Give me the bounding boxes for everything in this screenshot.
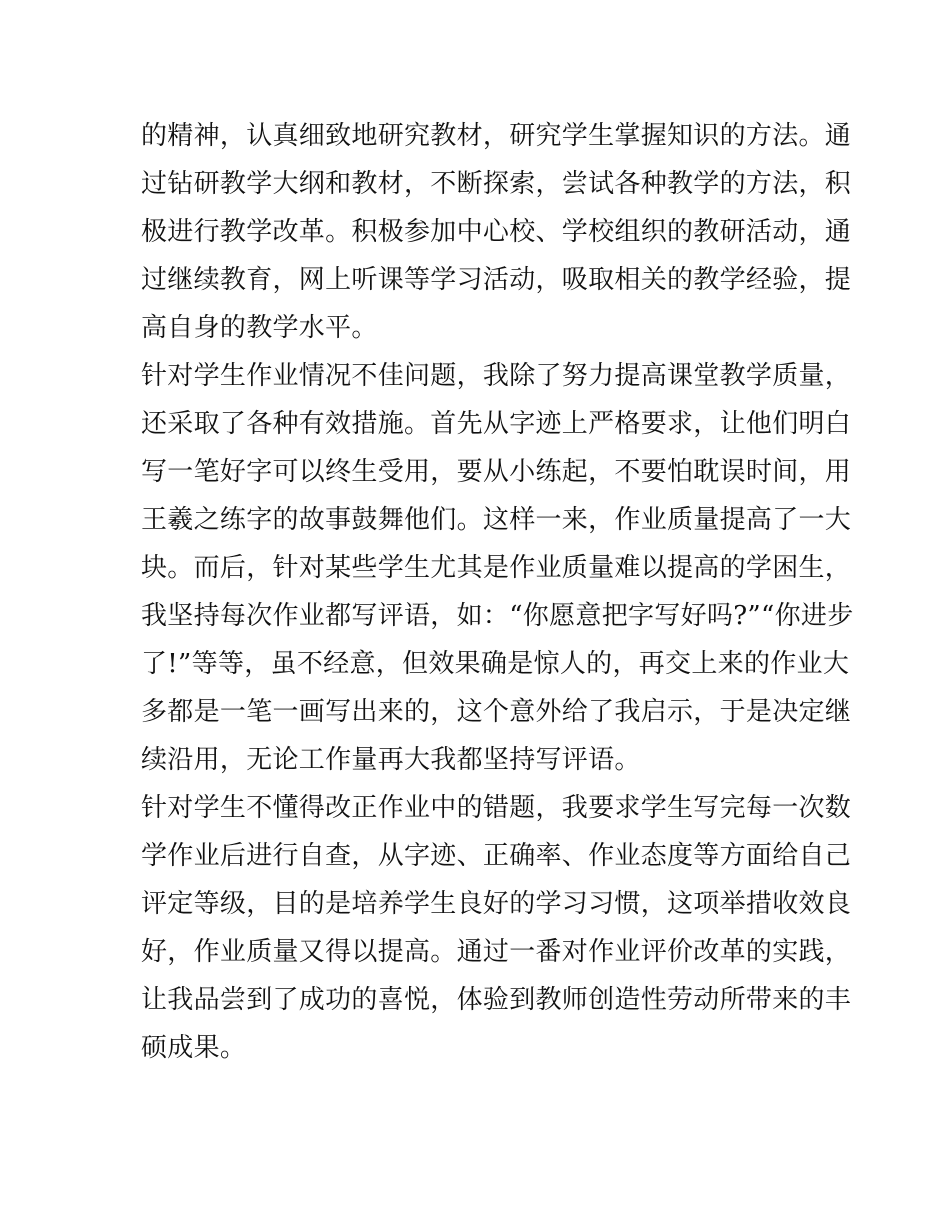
- paragraph-line: 过钻研教学大纲和教材，不断探索，尝试各种教学的方法，积: [141, 169, 852, 199]
- paragraph-line: 高自身的教学水平。: [141, 313, 378, 343]
- paragraph-1: [141, 112, 852, 352]
- paragraph-line: 极进行教学改革。积极参加中心校、学校组织的教研活动，通: [141, 217, 852, 247]
- document-body: [141, 112, 854, 1072]
- paragraph-line: 多都是一笔一画写出来的，这个意外给了我启示，于是决定继: [141, 697, 852, 727]
- paragraph-line: 学作业后进行自查，从字迹、正确率、作业态度等方面给自己: [141, 841, 852, 871]
- paragraph-line: 让我品尝到了成功的喜悦，体验到教师创造性劳动所带来的丰: [141, 985, 852, 1015]
- paragraph-line: 还采取了各种有效措施。首先从字迹上严格要求，让他们明白: [141, 409, 852, 439]
- paragraph-line: 的精神，认真细致地研究教材，研究学生掌握知识的方法。通: [141, 121, 852, 151]
- paragraph-2: [141, 352, 854, 784]
- paragraph-3: [141, 784, 852, 1072]
- paragraph-line: 针对学生作业情况不佳问题，我除了努力提高课堂教学质量，: [141, 361, 852, 391]
- paragraph-line: 续沿用，无论工作量再大我都坚持写评语。: [141, 745, 641, 775]
- paragraph-line: 块。而后，针对某些学生尤其是作业质量难以提高的学困生，: [141, 553, 852, 583]
- paragraph-line: 评定等级，目的是培养学生良好的学习习惯，这项举措收效良: [141, 889, 852, 919]
- paragraph-line: 硕成果。: [141, 1033, 247, 1063]
- paragraph-line: 我坚持每次作业都写评语，如：“你愿意把字写好吗?”“你进步: [141, 601, 854, 631]
- paragraph-line: 针对学生不懂得改正作业中的错题，我要求学生写完每一次数: [141, 793, 852, 823]
- paragraph-line: 好，作业质量又得以提高。通过一番对作业评价改革的实践，: [141, 937, 852, 967]
- paragraph-line: 王羲之练字的故事鼓舞他们。这样一来，作业质量提高了一大: [141, 505, 852, 535]
- paragraph-line: 了!”等等，虽不经意，但效果确是惊人的，再交上来的作业大: [141, 649, 850, 679]
- paragraph-line: 过继续教育，网上听课等学习活动，吸取相关的教学经验，提: [141, 265, 852, 295]
- paragraph-line: 写一笔好字可以终生受用，要从小练起，不要怕耽误时间，用: [141, 457, 852, 487]
